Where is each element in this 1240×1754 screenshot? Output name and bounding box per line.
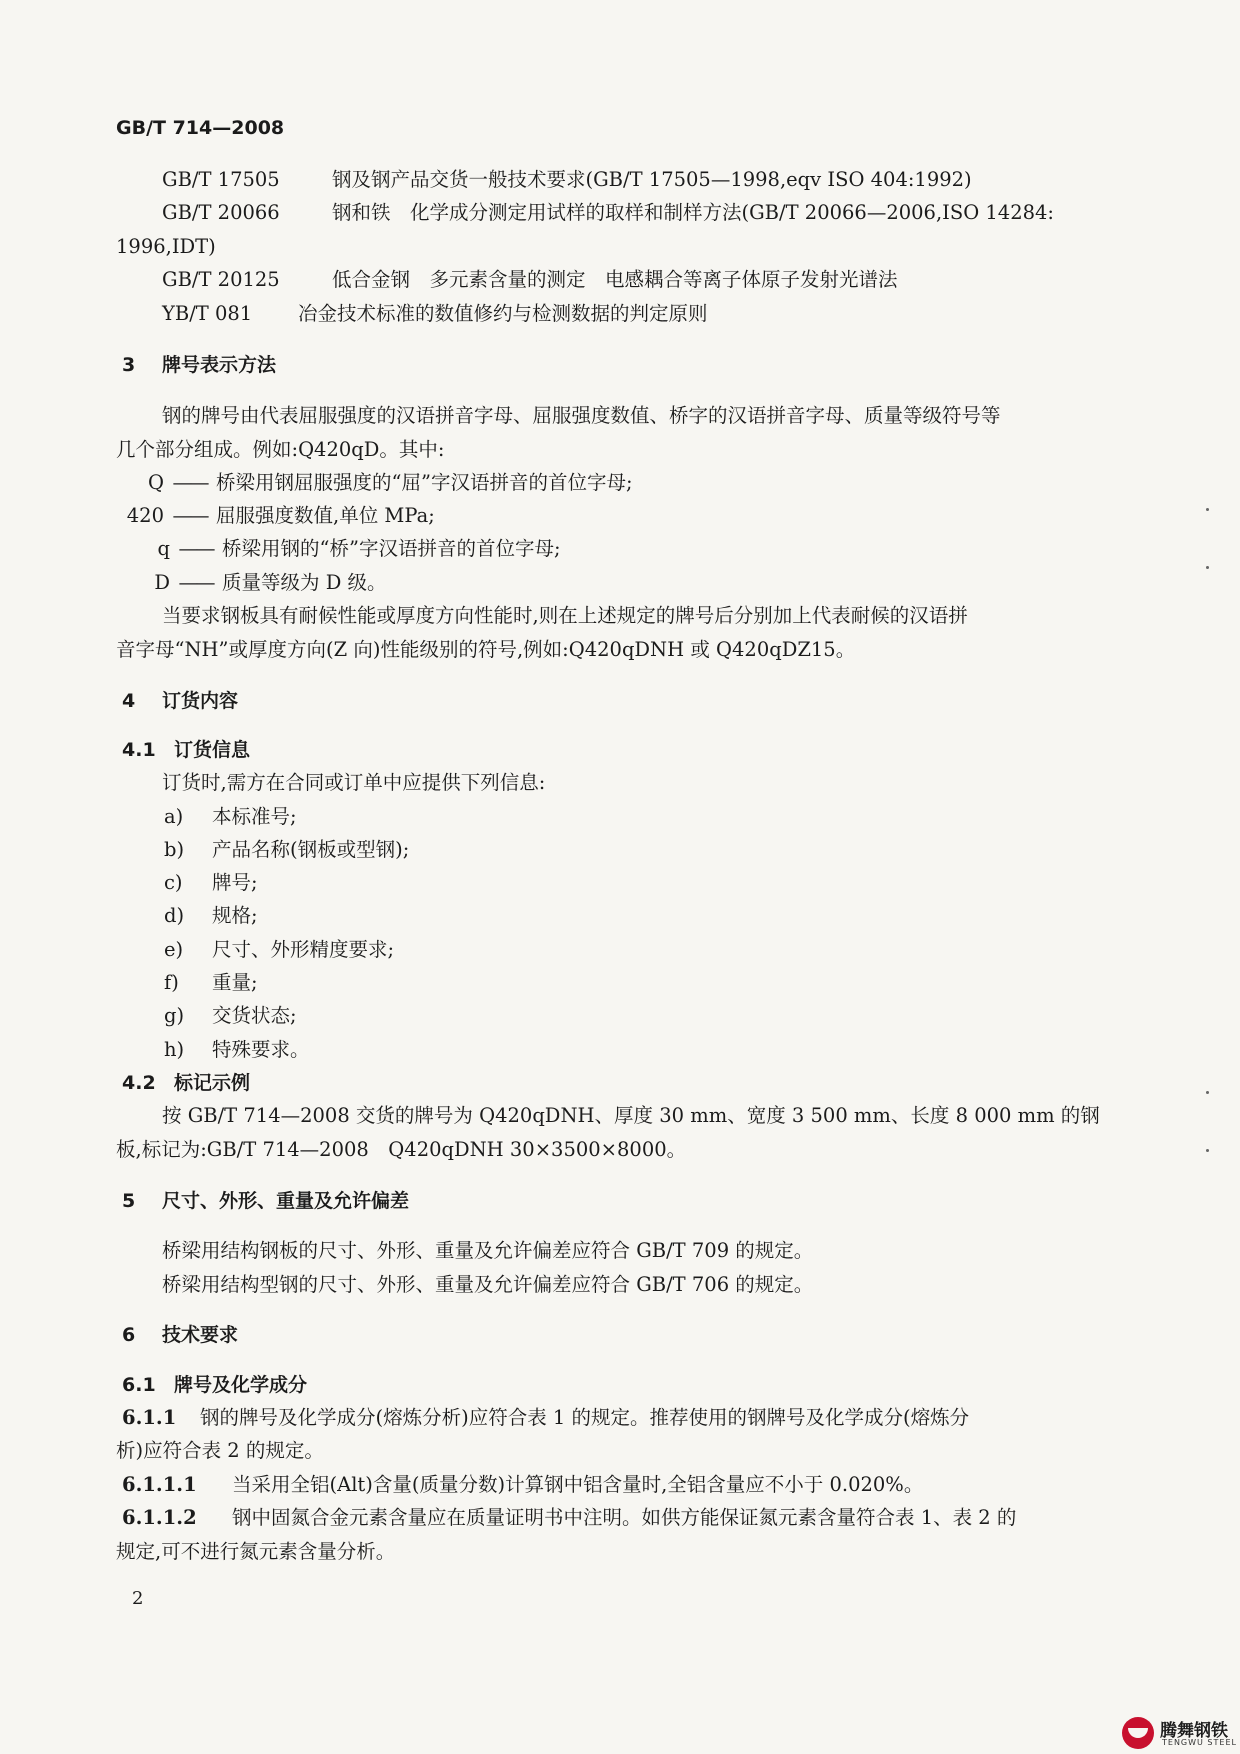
logo-text: 腾舞钢铁 (1160, 1721, 1228, 1741)
scan-speck (1206, 1149, 1209, 1152)
section-heading (122, 688, 238, 714)
section-number: 3 (122, 354, 136, 376)
section-number: 4 (122, 690, 136, 712)
list-item (164, 837, 409, 863)
company-logo (1122, 1714, 1240, 1754)
section-heading (122, 352, 276, 378)
em-dash: —— (172, 471, 208, 494)
clause-line (122, 1405, 969, 1431)
page-number: 2 (132, 1588, 144, 1609)
subsection-number: 4.1 (122, 739, 156, 761)
definition-item (130, 536, 561, 562)
list-text: 牌号; (212, 871, 258, 894)
list-label: f) (164, 971, 179, 994)
subsection-title: 标记示例 (174, 1072, 251, 1094)
paragraph-line: 订货时,需方在合同或订单中应提供下列信息: (162, 771, 546, 794)
paragraph-line: 音字母“NH”或厚度方向(Z 向)性能级别的符号,例如:Q420qDNH 或 Q420qDZ15。 (116, 638, 856, 661)
reference-item (162, 301, 708, 327)
reference-title: 低合金钢 多元素含量的测定 电感耦合等离子体原子发射光谱法 (332, 268, 898, 291)
clause-text: 当采用全铝(Alt)含量(质量分数)计算钢中铝含量时,全铝含量应不小于 0.020%。 (232, 1473, 924, 1496)
list-label: h) (164, 1038, 185, 1061)
logo-subtext: TENGWU STEEL (1162, 1738, 1237, 1747)
list-item (164, 1003, 297, 1029)
subsection-number: 4.2 (122, 1072, 156, 1094)
section-number: 5 (122, 1190, 136, 1212)
section-title: 技术要求 (162, 1324, 239, 1346)
definition-text: 桥梁用钢屈服强度的“屈”字汉语拼音的首位字母; (216, 471, 633, 494)
clause-number: 6.1.1 (122, 1406, 177, 1429)
definition-term: q (157, 537, 170, 560)
clause-number: 6.1.1.2 (122, 1506, 197, 1529)
list-label: d) (164, 904, 185, 927)
paragraph-line: 规定,可不进行氮元素含量分析。 (116, 1540, 396, 1563)
em-dash: —— (172, 504, 208, 527)
paragraph-line: 钢的牌号由代表屈服强度的汉语拼音字母、屈服强度数值、桥字的汉语拼音字母、质量等级符号等 (162, 404, 1001, 427)
reference-title: 钢和铁 化学成分测定用试样的取样和制样方法(GB/T 20066—2006,ISO 14284: (332, 201, 1054, 224)
clause-text: 钢中固氮合金元素含量应在质量证明书中注明。如供方能保证氮元素含量符合表 1、表 2 的 (232, 1506, 1017, 1529)
paragraph-line: 桥梁用结构型钢的尺寸、外形、重量及允许偏差应符合 GB/T 706 的规定。 (162, 1273, 814, 1296)
paragraph-line: 板,标记为:GB/T 714—2008 Q420qDNH 30×3500×8000。 (116, 1138, 687, 1161)
list-label: a) (164, 805, 184, 828)
em-dash: —— (178, 571, 214, 594)
paragraph-line: 按 GB/T 714—2008 交货的牌号为 Q420qDNH、厚度 30 mm、宽度 3 500 mm、长度 8 000 mm 的钢 (162, 1104, 1100, 1127)
clause-line (122, 1505, 1016, 1531)
section-title: 订货内容 (162, 690, 239, 712)
definition-item (130, 570, 387, 596)
reference-item (162, 167, 972, 193)
reference-code: GB/T 17505 (162, 168, 280, 191)
paragraph-line: 析)应符合表 2 的规定。 (116, 1439, 324, 1462)
reference-continuation: 1996,IDT) (116, 235, 216, 258)
reference-title: 钢及钢产品交货一般技术要求(GB/T 17505—1998,eqv ISO 404:1992) (332, 168, 972, 191)
reference-item (162, 200, 1054, 226)
subsection-heading (122, 737, 250, 763)
definition-term: Q (148, 471, 164, 494)
list-label: e) (164, 938, 184, 961)
list-label: c) (164, 871, 183, 894)
standard-header: GB/T 714—2008 (116, 117, 285, 139)
list-text: 尺寸、外形精度要求; (212, 938, 395, 961)
list-text: 重量; (212, 971, 258, 994)
subsection-heading (122, 1070, 250, 1096)
list-item (164, 804, 297, 830)
definition-text: 屈服强度数值,单位 MPa; (216, 504, 435, 527)
list-item (164, 903, 258, 929)
definition-term: D (154, 571, 170, 594)
paragraph-line: 桥梁用结构钢板的尺寸、外形、重量及允许偏差应符合 GB/T 709 的规定。 (162, 1239, 814, 1262)
em-dash: —— (178, 537, 214, 560)
reference-title: 冶金技术标准的数值修约与检测数据的判定原则 (298, 302, 708, 325)
definition-text: 桥梁用钢的“桥”字汉语拼音的首位字母; (222, 537, 561, 560)
definition-item (124, 470, 633, 496)
definition-term: 420 (126, 504, 164, 527)
clause-text: 钢的牌号及化学成分(熔炼分析)应符合表 1 的规定。推荐使用的钢牌号及化学成分(熔炼分 (200, 1406, 970, 1429)
list-item (164, 1037, 310, 1063)
section-number: 6 (122, 1324, 136, 1346)
subsection-number: 6.1 (122, 1374, 156, 1396)
subsection-title: 牌号及化学成分 (174, 1374, 308, 1396)
list-text: 本标准号; (212, 805, 297, 828)
section-title: 牌号表示方法 (162, 354, 277, 376)
section-heading (122, 1322, 238, 1348)
list-label: g) (164, 1004, 185, 1027)
scan-speck (1206, 508, 1209, 511)
list-item (164, 870, 258, 896)
section-title: 尺寸、外形、重量及允许偏差 (162, 1190, 410, 1212)
list-text: 特殊要求。 (212, 1038, 310, 1061)
clause-line (122, 1472, 923, 1498)
list-text: 产品名称(钢板或型钢); (212, 838, 410, 861)
list-item (164, 970, 258, 996)
reference-item (162, 267, 898, 293)
list-item (164, 937, 394, 963)
clause-number: 6.1.1.1 (122, 1473, 197, 1496)
list-text: 规格; (212, 904, 258, 927)
reference-code: YB/T 081 (162, 302, 253, 325)
subsection-title: 订货信息 (174, 739, 251, 761)
logo-mark-icon (1122, 1717, 1154, 1749)
reference-code: GB/T 20125 (162, 268, 280, 291)
scan-speck (1206, 1091, 1209, 1094)
definition-text: 质量等级为 D 级。 (222, 571, 387, 594)
list-label: b) (164, 838, 185, 861)
list-text: 交货状态; (212, 1004, 297, 1027)
paragraph-line: 几个部分组成。例如:Q420qD。其中: (116, 438, 445, 461)
section-heading (122, 1188, 409, 1214)
definition-item (124, 503, 435, 529)
paragraph-line: 当要求钢板具有耐候性能或厚度方向性能时,则在上述规定的牌号后分别加上代表耐候的汉语拼 (162, 604, 968, 627)
scan-speck (1206, 566, 1209, 569)
reference-code: GB/T 20066 (162, 201, 280, 224)
subsection-heading (122, 1372, 307, 1398)
